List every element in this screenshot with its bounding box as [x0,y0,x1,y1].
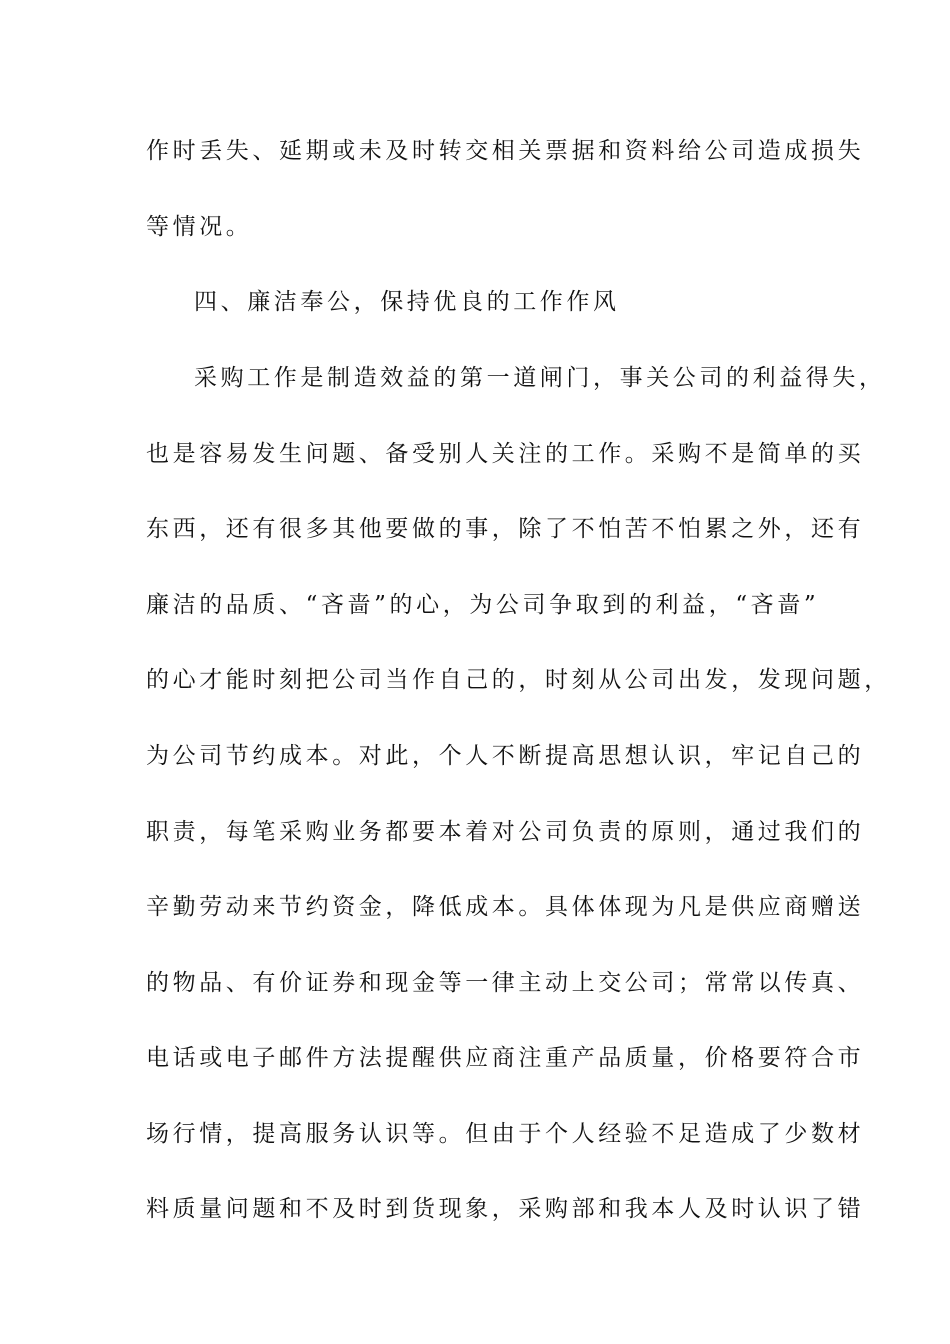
paragraph-line: 东西，还有很多其他要做的事，除了不怕苦不怕累之外，还有 [146,516,865,542]
section-heading: 四、廉洁奉公，保持优良的工作作风 [194,289,620,315]
paragraph-line: 的物品、有价证券和现金等一律主动上交公司；常常以传真、 [146,970,865,996]
paragraph-line: 场行情，提高服务认识等。但由于个人经验不足造成了少数材 [146,1121,865,1147]
paragraph-line: 的心才能时刻把公司当作自己的，时刻从公司出发，发现问题， [146,667,891,693]
paragraph-line: 职责，每笔采购业务都要本着对公司负责的原则，通过我们的 [146,819,865,845]
paragraph-line: 廉洁的品质、“吝啬”的心，为公司争取到的利益，“吝啬” [146,592,820,618]
paragraph-line: 料质量问题和不及时到货现象，采购部和我本人及时认识了错 [146,1196,865,1222]
paragraph-line: 辛勤劳动来节约资金，降低成本。具体体现为凡是供应商赠送 [146,894,865,920]
paragraph-line: 采购工作是制造效益的第一道闸门，事关公司的利益得失， [194,365,886,391]
paragraph-line: 作时丢失、延期或未及时转交相关票据和资料给公司造成损失 [146,138,865,164]
paragraph-line: 等情况。 [146,214,253,240]
paragraph-line: 为公司节约成本。对此，个人不断提高思想认识，牢记自己的 [146,743,865,769]
paragraph-line: 电话或电子邮件方法提醒供应商注重产品质量，价格要符合市 [146,1045,865,1071]
paragraph-line: 也是容易发生问题、备受别人关注的工作。采购不是简单的买 [146,441,865,467]
